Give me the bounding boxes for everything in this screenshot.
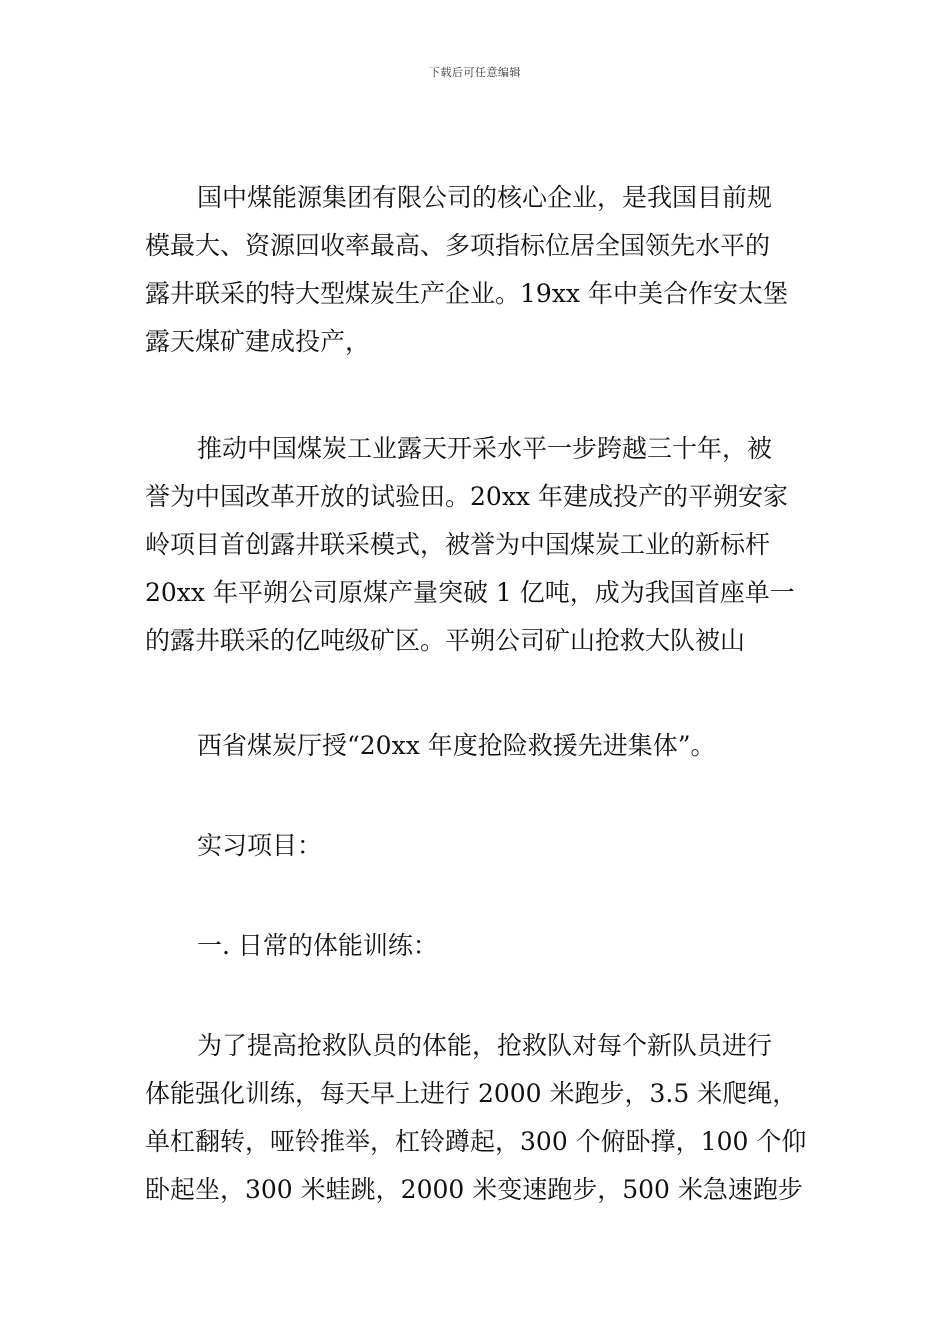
text-line: 誉为中国改革开放的试验田。20xx 年建成投产的平朔安家 <box>145 482 788 511</box>
paragraph-development-history <box>145 425 810 665</box>
text-line: 20xx 年平朔公司原煤产量突破 1 亿吨，成为我国首座单一 <box>145 578 795 607</box>
text-line: 模最大、资源回收率最高、多项指标位居全国领先水平的 <box>145 231 771 260</box>
paragraph-award <box>145 722 810 770</box>
subheading-daily-fitness-training <box>145 922 810 970</box>
text-line: 一. 日常的体能训练： <box>197 931 438 960</box>
text-line: 单杠翻转，哑铃推举，杠铃蹲起，300 个俯卧撑，100 个仰 <box>145 1127 807 1156</box>
text-line: 岭项目首创露井联采模式，被誉为中国煤炭工业的新标杆 <box>145 530 771 559</box>
text-line: 露天煤矿建成投产， <box>145 327 371 356</box>
text-line: 为了提高抢救队员的体能，抢救队对每个新队员进行 <box>197 1031 773 1060</box>
text-line: 推动中国煤炭工业露天开采水平一步跨越三十年，被 <box>197 434 773 463</box>
text-line: 实习项目： <box>197 831 323 860</box>
text-line: 露井联采的特大型煤炭生产企业。19xx 年中美合作安太堡 <box>145 279 788 308</box>
header-note: 下载后可任意编辑 <box>429 66 521 79</box>
text-line: 的露井联采的亿吨级矿区。平朔公司矿山抢救大队被山 <box>145 626 746 655</box>
paragraph-fitness-details <box>145 1022 810 1214</box>
text-line: 西省煤炭厅授“20xx 年度抢险救援先进集体”。 <box>197 731 716 760</box>
paragraph-company-intro <box>145 174 810 366</box>
text-line: 国中煤能源集团有限公司的核心企业，是我国目前规 <box>197 183 773 212</box>
text-line: 体能强化训练，每天早上进行 2000 米跑步，3.5 米爬绳， <box>145 1079 798 1108</box>
section-heading-internship-items <box>145 822 810 870</box>
text-line: 卧起坐，300 米蛙跳，2000 米变速跑步，500 米急速跑步 <box>145 1175 803 1204</box>
